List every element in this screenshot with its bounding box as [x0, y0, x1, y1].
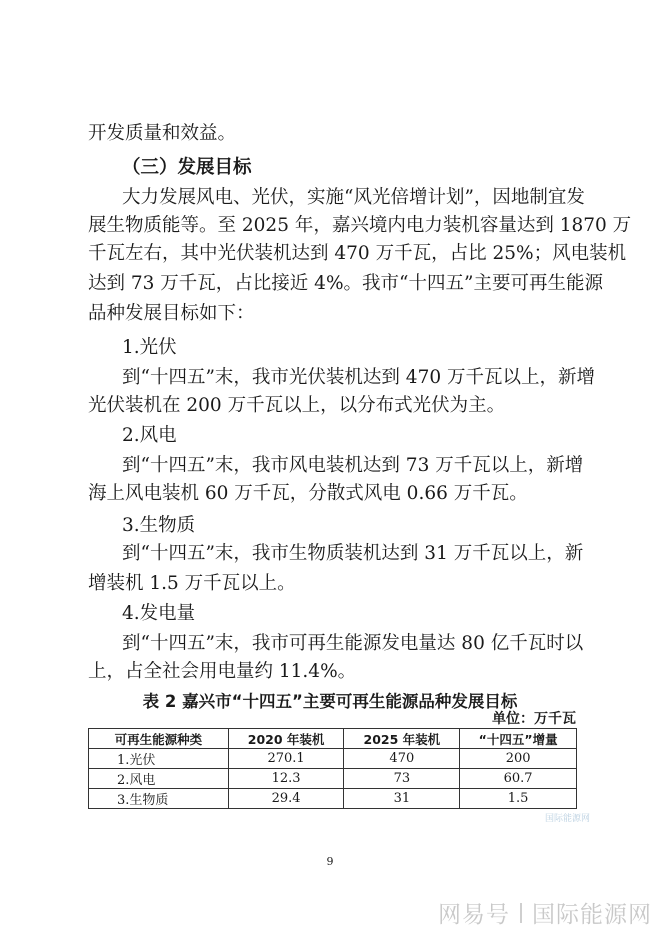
table-cell: 31 [344, 789, 460, 809]
table-cell: 60.7 [460, 769, 577, 789]
page-number: 9 [326, 855, 334, 868]
paragraph-line: 到“十四五”末，我市光伏装机达到 470 万千瓦以上，新增 [122, 367, 595, 388]
paragraph-line: 大力发展风电、光伏，实施“风光倍增计划”，因地制宜发 [122, 187, 585, 208]
header-increment: “十四五”增量 [460, 729, 577, 749]
table-row [89, 769, 577, 789]
header-2020: 2020 年装机 [228, 729, 344, 749]
paragraph-line: 海上风电装机 60 万千瓦，分散式风电 0.66 万千瓦。 [88, 483, 528, 504]
paragraph-line: 千瓦左右，其中光伏装机达到 470 万千瓦，占比 25%；风电装机 [88, 243, 627, 264]
header-2025: 2025 年装机 [344, 729, 460, 749]
paragraph-line: 上，占全社会用电量约 11.4%。 [88, 661, 357, 682]
subheading-wind: 2.风电 [122, 425, 177, 446]
table-title: 表 2 嘉兴市“十四五”主要可再生能源品种发展目标 [142, 692, 518, 711]
table-cell: 73 [344, 769, 460, 789]
watermark-text: 国际能源网 [544, 814, 590, 824]
table-cell: 2.风电 [89, 769, 229, 789]
footer-site: 国际能源网 [532, 902, 652, 928]
paragraph-line: 品种发展目标如下： [88, 303, 255, 324]
table-cell: 1.5 [460, 789, 577, 809]
targets-table [88, 728, 577, 809]
table-cell: 1.光伏 [89, 749, 229, 769]
paragraph-line: 到“十四五”末，我市可再生能源发电量达 80 亿千瓦时以 [122, 633, 584, 654]
subheading-pv: 1.光伏 [122, 337, 177, 358]
footer-source: 网易号 [438, 902, 510, 928]
table-cell: 3.生物质 [89, 789, 229, 809]
table-cell: 29.4 [228, 789, 344, 809]
table-row [89, 789, 577, 809]
paragraph-line: 展生物质能等。至 2025 年，嘉兴境内电力装机容量达到 1870 万 [88, 215, 632, 236]
section-heading: （三）发展目标 [122, 157, 252, 178]
table-cell: 12.3 [228, 769, 344, 789]
paragraph-line: 光伏装机在 200 万千瓦以上，以分布式光伏为主。 [88, 395, 506, 416]
header-type: 可再生能源种类 [89, 729, 229, 749]
table-cell: 270.1 [228, 749, 344, 769]
paragraph-line: 到“十四五”末，我市风电装机达到 73 万千瓦以上，新增 [122, 455, 584, 476]
footer-separator [520, 903, 522, 923]
subheading-biomass: 3.生物质 [122, 515, 196, 536]
table-row [89, 749, 577, 769]
table-unit: 单位：万千瓦 [492, 711, 576, 727]
paragraph-line: 到“十四五”末，我市生物质装机达到 31 万千瓦以上，新 [122, 543, 584, 564]
paragraph-line: 达到 73 万千瓦，占比接近 4%。我市“十四五”主要可再生能源 [88, 273, 603, 294]
footer-brand [438, 896, 652, 929]
paragraph-line: 开发质量和效益。 [88, 123, 237, 144]
table-header-row [89, 729, 577, 749]
table-cell: 470 [344, 749, 460, 769]
table-cell: 200 [460, 749, 577, 769]
subheading-generation: 4.发电量 [122, 603, 196, 624]
paragraph-line: 增装机 1.5 万千瓦以上。 [88, 573, 296, 594]
